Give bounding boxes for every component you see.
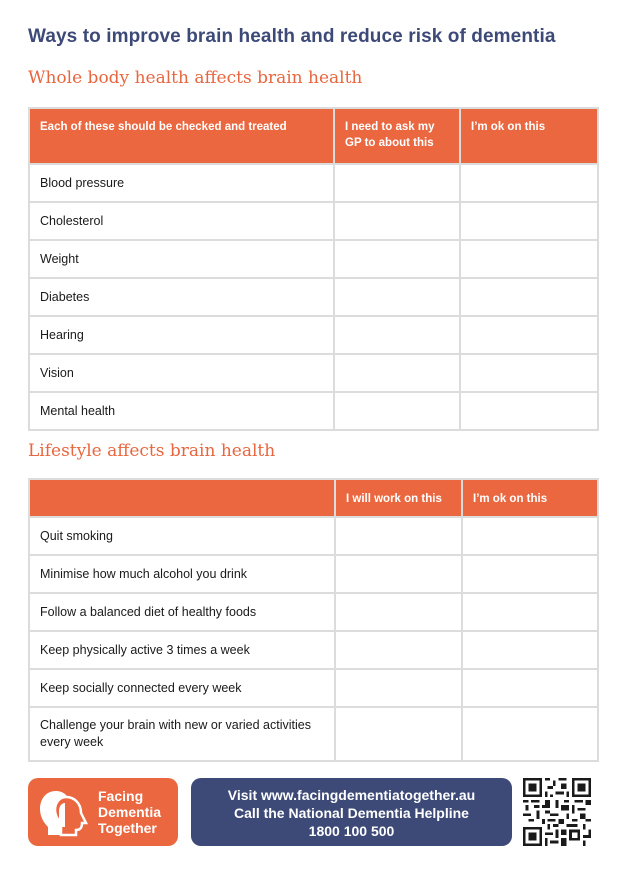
checkbox-cell[interactable] (462, 555, 598, 593)
logo-line: Facing (98, 788, 144, 804)
checkbox-cell[interactable] (335, 555, 462, 593)
column-header: I’m ok on this (462, 479, 598, 517)
facing-dementia-together-logo (28, 778, 178, 846)
checkbox-cell[interactable] (462, 517, 598, 555)
checkbox-cell[interactable] (462, 707, 598, 761)
logo-line: Dementia (98, 804, 162, 820)
table-row (29, 316, 598, 354)
checkbox-cell[interactable] (334, 240, 460, 278)
row-label: Diabetes (29, 278, 334, 316)
body-health-table (28, 107, 599, 431)
table-row (29, 631, 598, 669)
section-heading-lifestyle: Lifestyle affects brain health (28, 441, 276, 461)
checkbox-cell[interactable] (334, 354, 460, 392)
column-header: I’m ok on this (460, 108, 598, 164)
row-label: Vision (29, 354, 334, 392)
table-row (29, 164, 598, 202)
table-row (29, 669, 598, 707)
row-label: Cholesterol (29, 202, 334, 240)
row-label: Mental health (29, 392, 334, 430)
row-label: Hearing (29, 316, 334, 354)
table-header-row (29, 108, 598, 164)
qr-code-icon[interactable] (523, 778, 591, 846)
checkbox-cell[interactable] (335, 669, 462, 707)
column-header: I will work on this (335, 479, 462, 517)
checkbox-cell[interactable] (462, 669, 598, 707)
checkbox-cell[interactable] (334, 202, 460, 240)
profile-heads-icon (38, 787, 90, 837)
row-label: Minimise how much alcohol you drink (29, 555, 335, 593)
checkbox-cell[interactable] (460, 316, 598, 354)
checkbox-cell[interactable] (460, 354, 598, 392)
column-header: Each of these should be checked and treated (29, 108, 334, 164)
column-header: I need to ask my GP to about this (334, 108, 460, 164)
checkbox-cell[interactable] (335, 631, 462, 669)
table-row (29, 202, 598, 240)
website-link[interactable]: Visit www.facingdementiatogether.au (227, 787, 476, 803)
checkbox-cell[interactable] (334, 164, 460, 202)
checkbox-cell[interactable] (460, 278, 598, 316)
checkbox-cell[interactable] (334, 392, 460, 430)
checkbox-cell[interactable] (335, 593, 462, 631)
row-label: Blood pressure (29, 164, 334, 202)
checkbox-cell[interactable] (462, 593, 598, 631)
logo-text (98, 788, 161, 836)
helpline-banner (191, 778, 512, 846)
checkbox-cell[interactable] (460, 202, 598, 240)
page-title: Ways to improve brain health and reduce risk of dementia (28, 26, 556, 47)
row-label: Keep physically active 3 times a week (29, 631, 335, 669)
checkbox-cell[interactable] (335, 517, 462, 555)
checkbox-cell[interactable] (460, 164, 598, 202)
row-label: Quit smoking (29, 517, 335, 555)
column-header (29, 479, 335, 517)
checkbox-cell[interactable] (334, 278, 460, 316)
table-row (29, 517, 598, 555)
table-row (29, 593, 598, 631)
helpline-label: Call the National Dementia Helpline (234, 805, 469, 821)
lifestyle-table (28, 478, 599, 762)
table-header-row (29, 479, 598, 517)
section-heading-body-health: Whole body health affects brain health (28, 68, 363, 88)
checkbox-cell[interactable] (334, 316, 460, 354)
table-row (29, 354, 598, 392)
checkbox-cell[interactable] (460, 240, 598, 278)
row-label: Challenge your brain with new or varied activities every week (29, 707, 335, 761)
table-row (29, 707, 598, 761)
checkbox-cell[interactable] (462, 631, 598, 669)
table-row (29, 555, 598, 593)
checkbox-cell[interactable] (460, 392, 598, 430)
checkbox-cell[interactable] (335, 707, 462, 761)
logo-line: Together (98, 820, 157, 836)
table-row (29, 278, 598, 316)
table-row (29, 240, 598, 278)
row-label: Follow a balanced diet of healthy foods (29, 593, 335, 631)
table-row (29, 392, 598, 430)
row-label: Keep socially connected every week (29, 669, 335, 707)
helpline-number[interactable]: 1800 100 500 (308, 823, 395, 839)
row-label: Weight (29, 240, 334, 278)
